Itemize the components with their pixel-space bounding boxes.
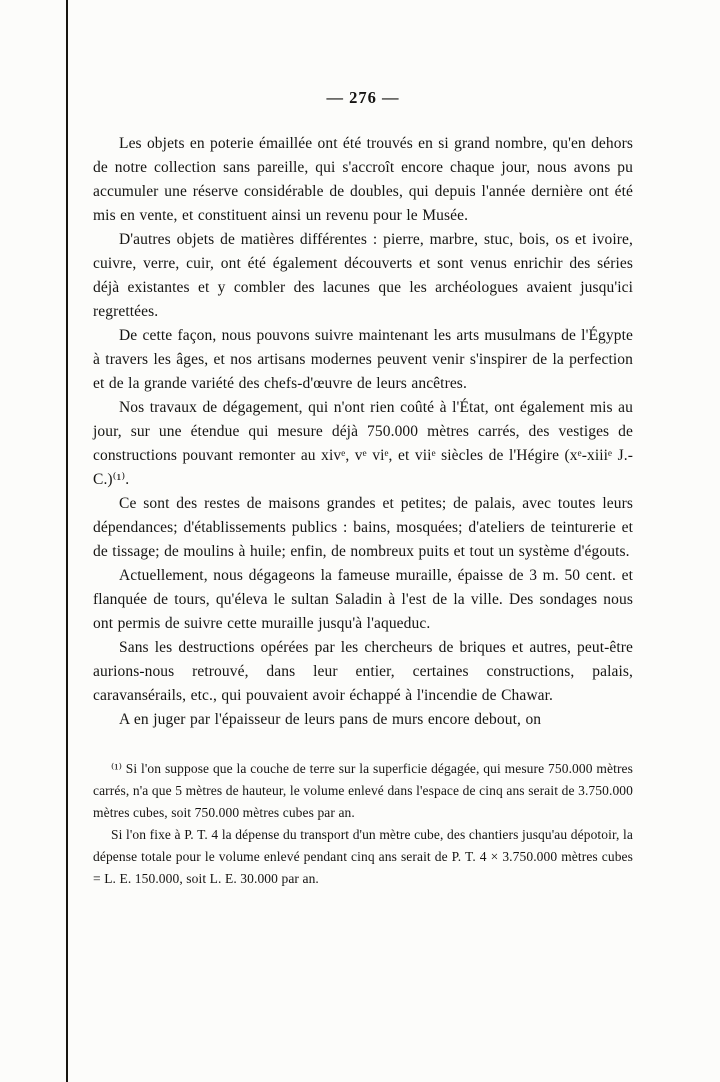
paragraph-6: Actuellement, nous dégageons la fameuse muraille, épaisse de 3 m. 50 cent. et flanquée de tours, qu'éleva le sultan Saladin à l'est de la ville. Des sondages nous ont permis de suivre cette muraille jusqu'à l'aqueduc. bbox=[93, 567, 633, 632]
paragraph-2: D'autres objets de matières différentes : pierre, marbre, stuc, bois, os et ivoire, cuivre, verre, cuir, ont été également découverts et sont venus enrichir des séries déjà existantes et y combler des lacunes que les archéologues avaient jusqu'ici regrettées. bbox=[93, 231, 633, 320]
paragraph-8: A en juger par l'épaisseur de leurs pans de murs encore debout, on bbox=[119, 711, 542, 728]
footnote-paragraph-1: ⁽¹⁾ Si l'on suppose que la couche de terre sur la superficie dégagée, qui mesure 750.000 mètres carrés, n'a que 5 mètres de hauteur, le volume enlevé dans l'espace de cinq ans serait de 3.750.000 mètres cubes, soit 750.000 mètres cubes par an. bbox=[93, 761, 633, 820]
paragraph-1: Les objets en poterie émaillée ont été trouvés en si grand nombre, qu'en dehors de notre collection sans pareille, qui s'accroît encore chaque jour, nous avons pu accumuler une réserve considérable de doubles, qui depuis l'année dernière ont été mis en vente, et constituent ainsi un revenu pour le Musée. bbox=[93, 135, 633, 224]
paragraph-3: De cette façon, nous pouvons suivre maintenant les arts musulmans de l'Égypte à travers les âges, et nos artisans modernes peuvent venir s'inspirer de la perfection et de la grande variété des chefs-d'œuvre de leurs ancêtres. bbox=[93, 327, 633, 392]
scan-edge-line bbox=[66, 0, 68, 1082]
page-number: — 276 — bbox=[326, 88, 400, 107]
page-content bbox=[93, 88, 633, 890]
paragraph-5: Ce sont des restes de maisons grandes et petites; de palais, avec toutes leurs dépendances; d'établissements publics : bains, mosquées; d'ateliers de teinturerie et de tissage; de moulins à huile; enfin, de nombreux puits et tout un système d'égouts. bbox=[93, 495, 633, 560]
paragraph-7: Sans les destructions opérées par les chercheurs de briques et autres, peut-être aurions-nous retrouvé, dans leur entier, certaines constructions, palais, caravansérails, etc., qui pouvaient avoir échappé à l'incendie de Chawar. bbox=[93, 639, 633, 704]
footnote bbox=[93, 758, 633, 890]
paragraph-4: Nos travaux de dégagement, qui n'ont rien coûté à l'État, ont également mis au jour, sur une étendue qui mesure déjà 750.000 mètres carrés, des vestiges de constructions pouvant remonter au xivᵉ, vᵉ viᵉ, et viiᵉ siècles de l'Hégire (xᵉ-xiiiᵉ J.-C.)⁽¹⁾. bbox=[93, 399, 633, 488]
body-text bbox=[93, 132, 633, 732]
footnote-paragraph-2: Si l'on fixe à P. T. 4 la dépense du transport d'un mètre cube, des chantiers jusqu'au dépotoir, la dépense totale pour le volume enlevé pendant cinq ans serait de P. T. 4 × 3.750.000 mètres cubes = L. E. 150.000, soit L. E. 30.000 par an. bbox=[93, 827, 633, 886]
